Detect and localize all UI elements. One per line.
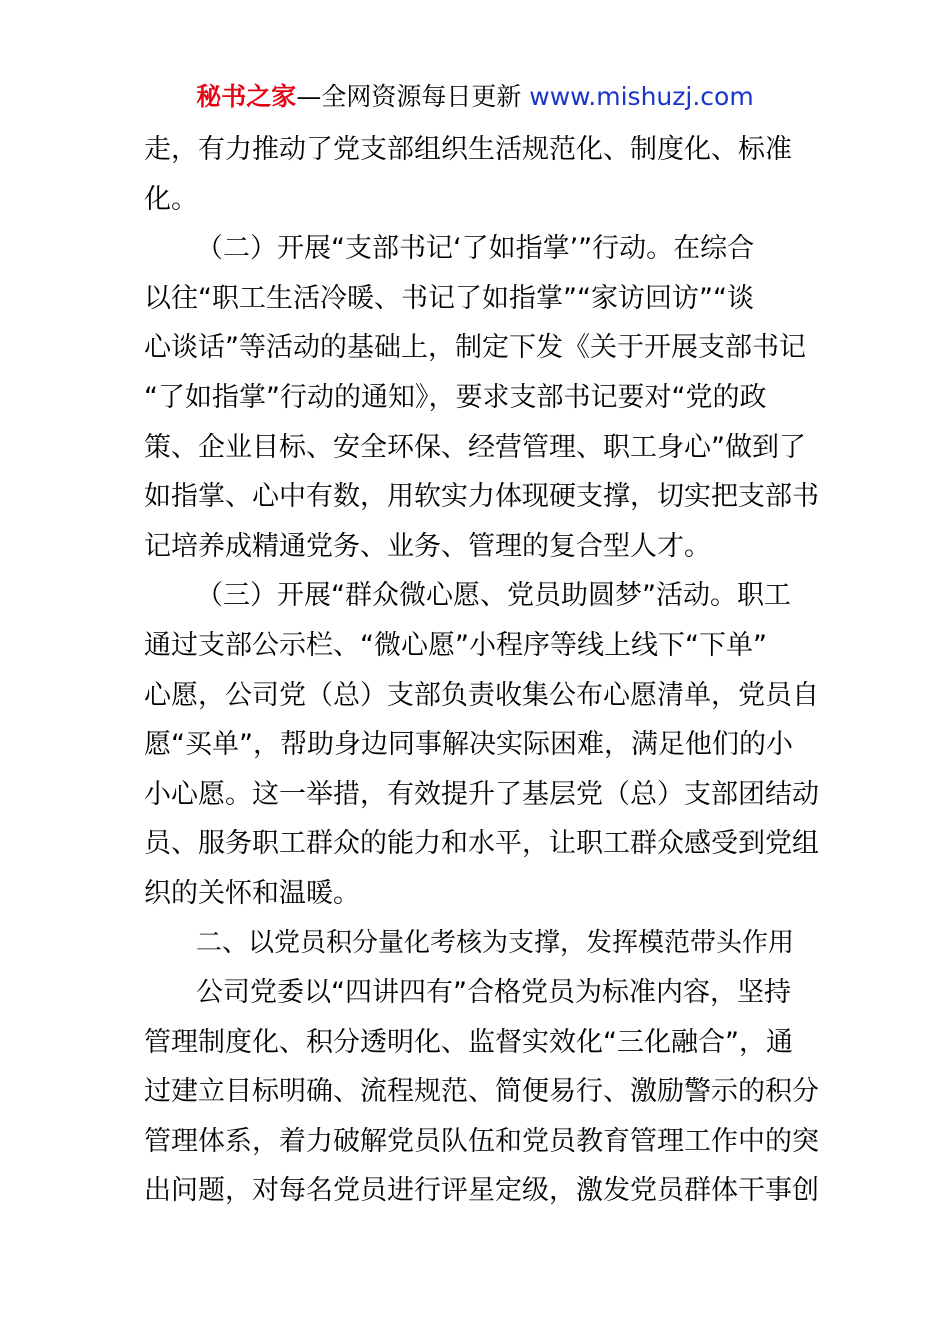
text-line: 走，有力推动了党支部组织生活规范化、制度化、标准 [144, 134, 792, 165]
text-line: 化。 [144, 183, 198, 215]
text-line: 管理制度化、积分透明化、监督实效化“三化融合”，通 [144, 1026, 793, 1058]
text-line: 愿“买单”，帮助身边同事解决实际困难，满足他们的小 [144, 729, 793, 761]
site-brand: 秘书之家 [196, 82, 297, 111]
text-line: 通过支部公示栏、“微心愿”小程序等线上线下“下单” [144, 629, 767, 661]
site-tagline: —全网资源每日更新 [296, 82, 530, 111]
paragraph-start: （二）开展“支部书记‘了如指掌’”行动。在综合 [196, 233, 755, 265]
text-line: 过建立目标明确、流程规范、简便易行、激励警示的积分 [144, 1076, 819, 1108]
text-line: 以往“职工生活冷暖、书记了如指掌”“家访回访”“谈 [144, 282, 754, 314]
paragraph-start: 公司党委以“四讲四有”合格党员为标准内容，坚持 [196, 977, 791, 1009]
text-line: 心谈话”等活动的基础上，制定下发《关于开展支部书记 [144, 332, 806, 364]
text-line: 员、服务职工群众的能力和水平，让职工群众感受到党组 [144, 828, 819, 860]
site-header [0, 80, 950, 114]
paragraph-start: （三）开展“群众微心愿、党员助圆梦”活动。职工 [196, 580, 791, 612]
document-body [144, 125, 819, 1216]
text-line: 记培养成精通党务、业务、管理的复合型人才。 [144, 530, 711, 562]
text-line: 策、企业目标、安全环保、经营管理、职工身心”做到了 [144, 431, 806, 463]
text-line: “了如指掌”行动的通知》，要求支部书记要对“党的政 [144, 381, 767, 413]
text-line: 管理体系，着力破解党员队伍和党员教育管理工作中的突 [144, 1125, 819, 1157]
section-heading: 二、以党员积分量化考核为支撑，发挥模范带头作用 [196, 927, 795, 958]
site-url-link[interactable]: www.mishuzj.com [529, 82, 754, 111]
text-line: 如指掌、心中有数，用软实力体现硬支撑，切实把支部书 [144, 481, 819, 513]
text-line: 小心愿。这一举措，有效提升了基层党（总）支部团结动 [144, 778, 819, 810]
text-line: 心愿，公司党（总）支部负责收集公布心愿清单，党员自 [144, 679, 819, 711]
text-line: 织的关怀和温暖。 [144, 877, 360, 909]
text-line: 出问题，对每名党员进行评星定级，激发党员群体干事创 [144, 1175, 819, 1207]
